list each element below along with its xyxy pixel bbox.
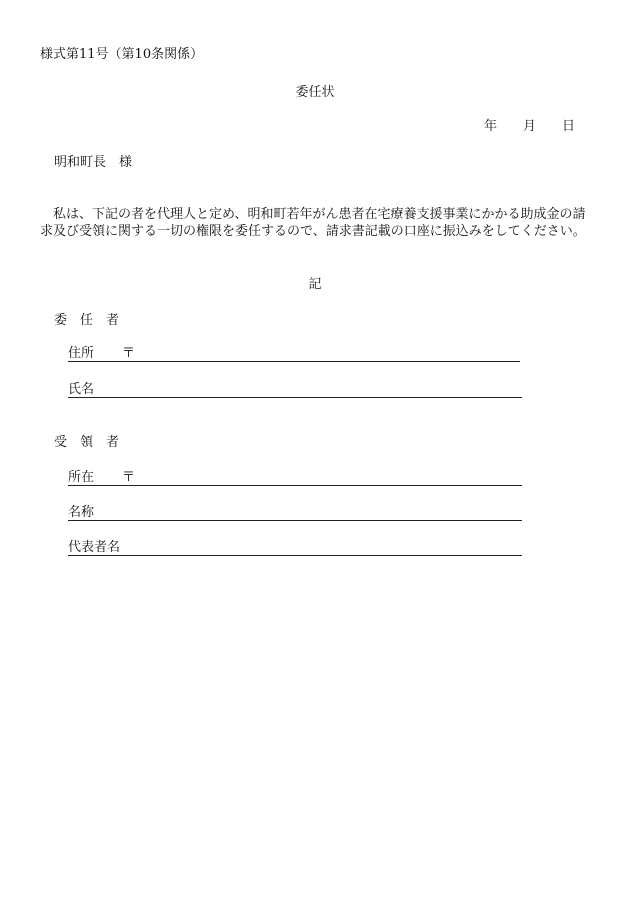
postal-mark: 〒 (122, 346, 136, 361)
date-line (484, 120, 575, 133)
delegator-heading: 委 任 者 (54, 313, 120, 328)
delegator-name-label: 氏名 (68, 382, 95, 397)
recipient-representative-label: 代表者名 (68, 540, 121, 555)
delegator-address-label: 住所 (68, 346, 95, 361)
ki-heading: 記 (308, 277, 322, 292)
recipient-location-label: 所在 (68, 470, 95, 485)
recipient-entity-name-label: 名称 (68, 505, 95, 520)
recipient-location-field[interactable] (68, 469, 522, 486)
delegation-statement: 私は、下記の者を代理人と定め、明和町若年がん患者在宅療養支援事業にかかる助成金の請求及び受領に関する一切の権限を委任するので、請求書記載の口座に振込みをしてください。 (40, 207, 586, 239)
delegator-address-field[interactable] (68, 345, 520, 362)
month-label: 月 (523, 119, 537, 134)
recipient-representative-field[interactable] (68, 539, 522, 556)
document-title: 委任状 (295, 85, 335, 100)
recipient-entity-name-field[interactable] (68, 504, 522, 521)
day-label: 日 (562, 119, 576, 134)
year-label: 年 (484, 119, 498, 134)
form-number: 様式第11号（第10条関係） (40, 47, 204, 62)
recipient-heading: 受 領 者 (54, 435, 120, 450)
addressee: 明和町長 様 (54, 155, 133, 170)
delegator-name-field[interactable] (68, 381, 522, 398)
postal-mark: 〒 (122, 470, 136, 485)
